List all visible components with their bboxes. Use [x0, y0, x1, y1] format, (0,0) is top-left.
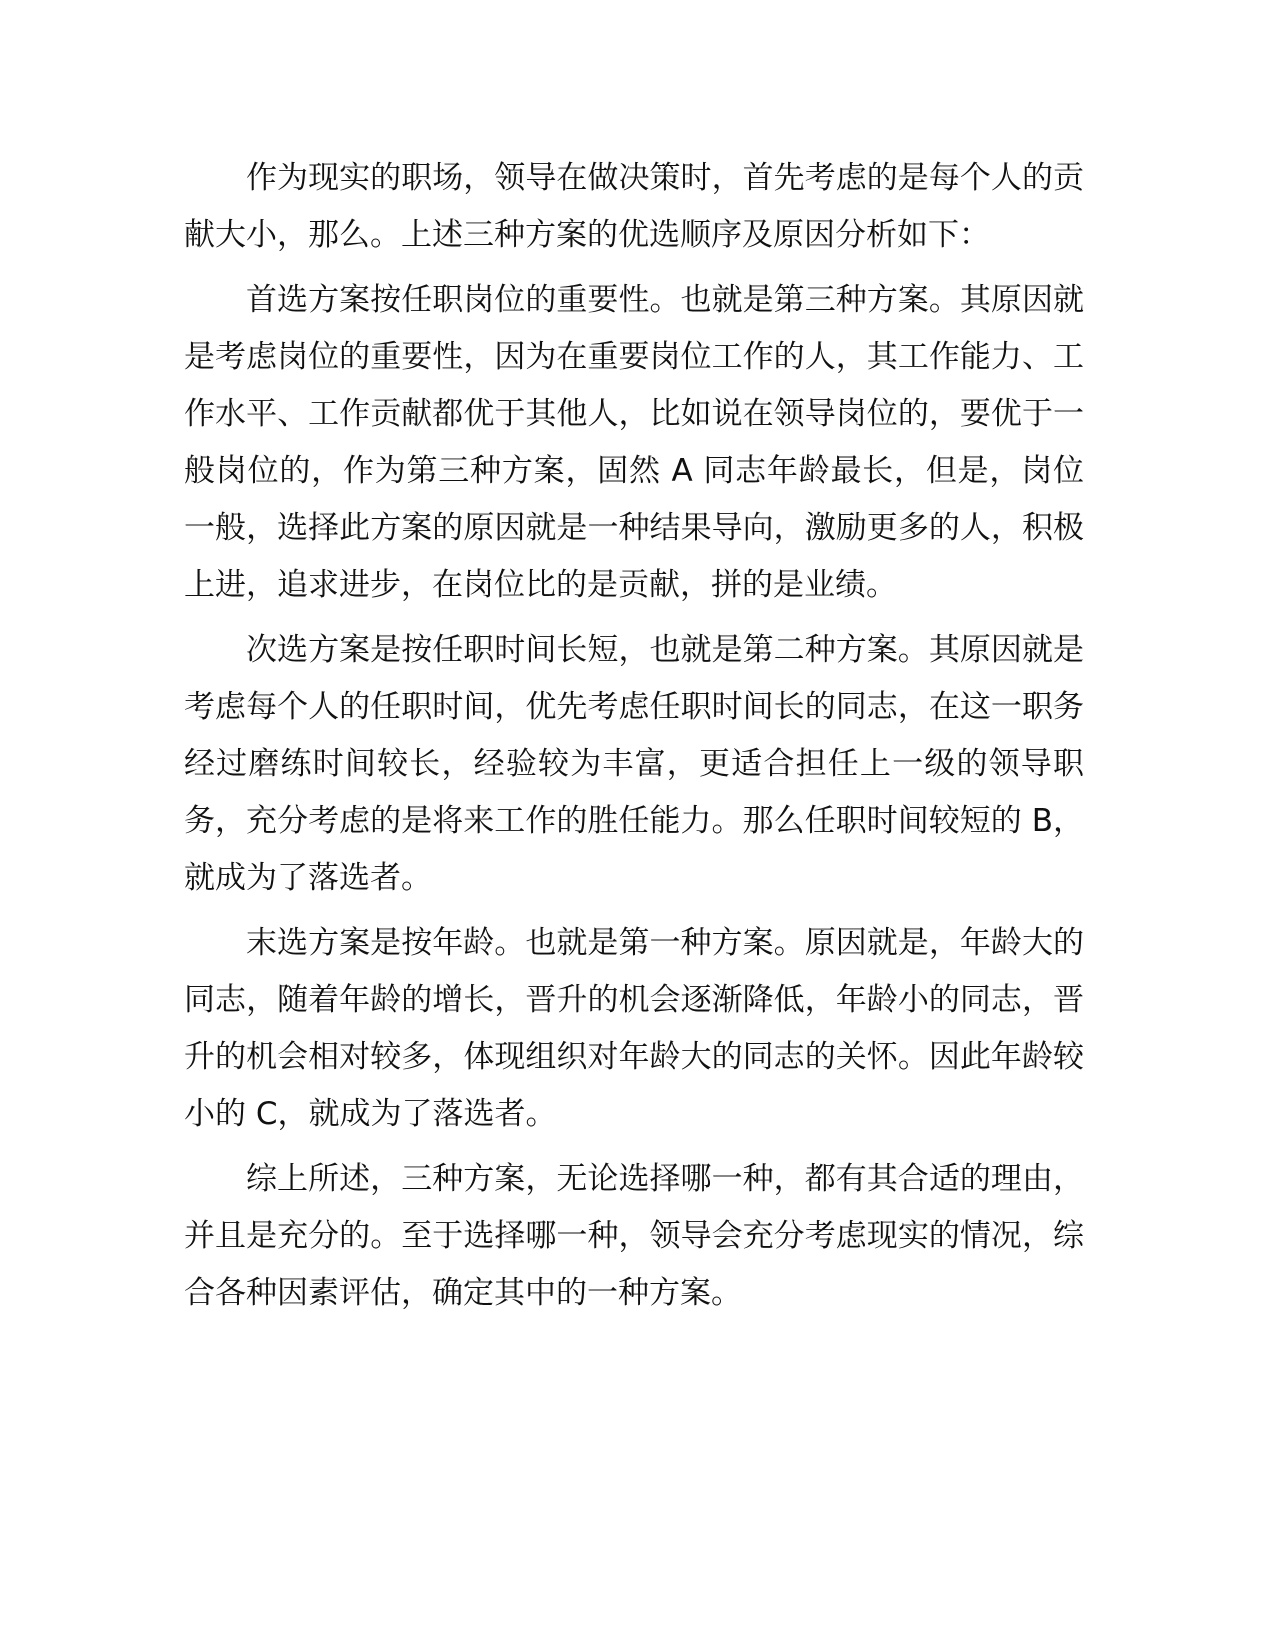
paragraph-last-choice: 末选方案是按年龄。也就是第一种方案。原因就是，年龄大的同志，随着年龄的增长，晋升的机会逐渐降低，年龄小的同志，晋升的机会相对较多，体现组织对年龄大的同志的关怀。因此年龄较小的 C，就成为了落选者。: [184, 925, 1084, 1132]
paragraph-summary: 综上所述，三种方案，无论选择哪一种，都有其合适的理由，并且是充分的。至于选择哪一种，领导会充分考虑现实的情况，综合各种因素评估，确定其中的一种方案。: [184, 1161, 1084, 1311]
paragraph-first-choice: 首选方案按任职岗位的重要性。也就是第三种方案。其原因就是考虑岗位的重要性，因为在重要岗位工作的人，其工作能力、工作水平、工作贡献都优于其他人，比如说在领导岗位的，要优于一般岗位的，作为第三种方案，固然 A 同志年龄最长，但是，岗位一般，选择此方案的原因就是一种结果导向，激励更多的人，积极上进，追求进步，在岗位比的是贡献，拼的是业绩。: [184, 282, 1084, 603]
document-body: [184, 150, 1084, 1330]
paragraph-second-choice: 次选方案是按任职时间长短，也就是第二种方案。其原因就是考虑每个人的任职时间，优先考虑任职时间长的同志，在这一职务经过磨练时间较长，经验较为丰富，更适合担任上一级的领导职务，充分考虑的是将来工作的胜任能力。那么任职时间较短的 B，就成为了落选者。: [184, 632, 1084, 896]
paragraph-intro: 作为现实的职场，领导在做决策时，首先考虑的是每个人的贡献大小，那么。上述三种方案的优选顺序及原因分析如下：: [184, 160, 1084, 253]
